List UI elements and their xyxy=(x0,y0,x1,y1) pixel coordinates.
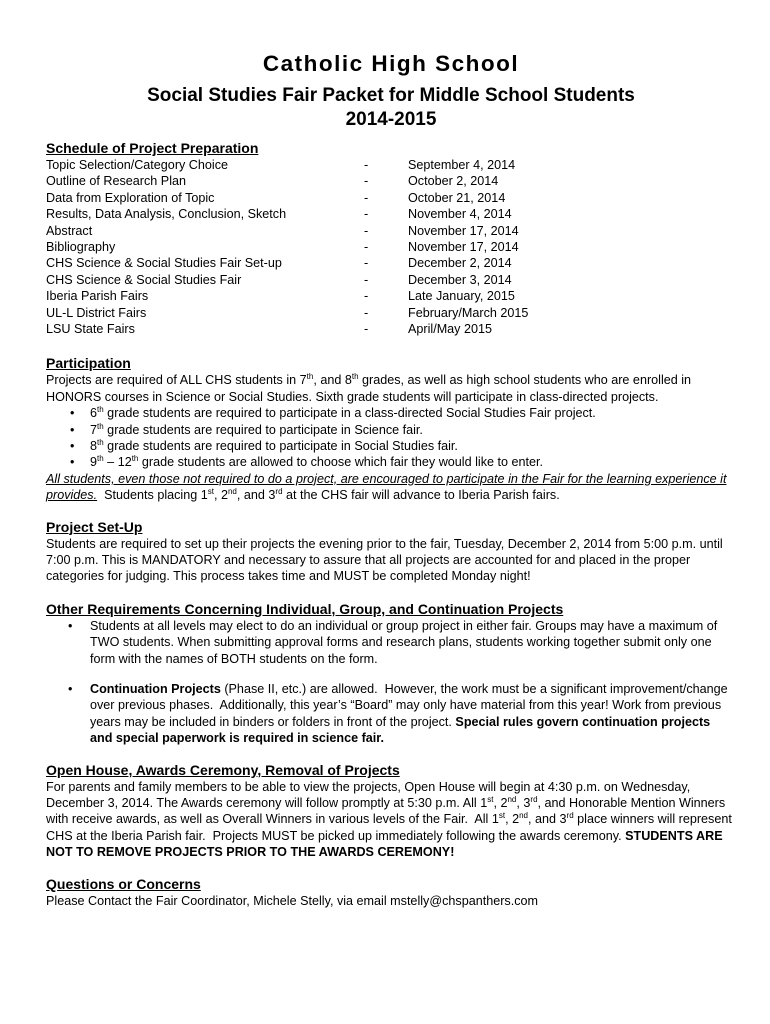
schedule-task: Results, Data Analysis, Conclusion, Sketch xyxy=(46,207,287,222)
questions-heading: Questions or Concerns xyxy=(46,875,201,892)
schedule-task: Data from Exploration of Topic xyxy=(46,190,215,205)
schedule-date: October 21, 2014 xyxy=(408,190,506,205)
open-house-text: For parents and family members to be able to view the projects, Open House will begin at 4:30 p.m. on Wednesday, December 3, 2014. The Awards ceremony will follow promptly at 5:30 p.m. All 1st, 2nd, 3rd, and Honorable Mention Winners with receive awards, as well as Overall Winners in various levels of the Fair. All 1st, 2nd, and 3rd place winners will represent CHS at the Iberia Parish fair. Projects MUST be picked up immediately following the awards ceremony. STUDENTS ARE NOT TO REMOVE PROJECTS PRIOR TO THE AWARDS CEREMONY! xyxy=(46,779,736,860)
schedule-separator: - xyxy=(364,305,369,320)
other-requirements-heading: Other Requirements Concerning Individual, Group, and Continuation Projects xyxy=(46,600,564,617)
other-requirements-section xyxy=(46,601,736,747)
school-year: 2014-2015 xyxy=(345,109,437,130)
bullet-icon: • xyxy=(70,406,75,421)
schedule-heading: Schedule of Project Preparation xyxy=(46,140,259,156)
schedule-row xyxy=(46,206,736,222)
schedule-task: LSU State Fairs xyxy=(46,321,135,336)
list-item: • 6th grade students are required to participate in a class-directed Social Studies Fair project. xyxy=(70,405,596,421)
schedule-row xyxy=(46,223,736,239)
participation-encouragement: All students, even those not required to do a project, are encouraged to participate in the Fair for the learning experience it provides. Students placing 1st, 2nd, and 3rd at the CHS fair will advance to Iberia Parish fairs. xyxy=(46,471,727,503)
schedule-date: December 3, 2014 xyxy=(408,272,512,287)
schedule-row xyxy=(46,190,736,206)
schedule-date: Late January, 2015 xyxy=(408,289,515,304)
schedule-row xyxy=(46,239,736,255)
schedule-separator: - xyxy=(364,321,369,336)
participation-list xyxy=(46,405,736,471)
list-item: • 8th grade students are required to participate in Social Studies fair. xyxy=(70,437,458,453)
bullet-icon: • xyxy=(68,681,73,696)
schedule-separator: - xyxy=(364,174,369,189)
schedule-separator: - xyxy=(364,289,369,304)
list-item: • 9th – 12th grade students are allowed to choose which fair they would like to enter. xyxy=(70,454,544,470)
bullet-icon: • xyxy=(70,422,75,437)
schedule-task: Abstract xyxy=(46,223,93,238)
schedule-separator: - xyxy=(364,207,369,222)
list-item: • 7th grade students are required to participate in Science fair. xyxy=(70,421,423,437)
participation-intro: Projects are required of ALL CHS students in 7th, and 8th grades, as well as high school students who are enrolled in HONORS courses in Science or Social Studies. Sixth grade students will participate in class-directed projects. xyxy=(46,372,692,404)
bullet-icon: • xyxy=(70,455,75,470)
participation-section xyxy=(46,355,736,503)
schedule-date: November 17, 2014 xyxy=(408,239,519,254)
school-title: Catholic High School xyxy=(262,51,520,76)
open-house-section xyxy=(46,762,736,861)
schedule-row xyxy=(46,255,736,271)
document-page xyxy=(46,50,736,909)
schedule-task: Bibliography xyxy=(46,239,116,254)
schedule-date: September 4, 2014 xyxy=(408,158,516,172)
schedule-date: December 2, 2014 xyxy=(408,256,512,271)
schedule-date: February/March 2015 xyxy=(408,305,529,320)
schedule-date: November 4, 2014 xyxy=(408,207,512,222)
questions-section xyxy=(46,876,736,909)
setup-text: Students are required to set up their projects the evening prior to the fair, Tuesday, December 2, 2014 from 5:00 p.m. until 7:00 p.m. This is MANDATORY and necessary to assure that all projects are accounted for and placed in the proper categories for judging. This process takes time and MUST be completed Monday night! xyxy=(46,536,723,584)
requirements-list xyxy=(46,618,736,747)
participation-heading: Participation xyxy=(46,355,131,372)
bullet-icon: • xyxy=(70,438,75,453)
setup-heading: Project Set-Up xyxy=(46,518,143,535)
schedule-task: Outline of Research Plan xyxy=(46,174,187,189)
schedule-separator: - xyxy=(364,239,369,254)
schedule-task: CHS Science & Social Studies Fair Set-up xyxy=(46,256,282,271)
list-item: • Students at all levels may elect to do an individual or group project in either fair. Groups may have a maximum of TWO students. When submitting approval forms and research plans, students working together submit only one form with the names of BOTH students on the form. xyxy=(68,618,718,666)
list-item: • Continuation Projects (Phase II, etc.) are allowed. However, the work must be a significant improvement/change over previous phases. Additionally, this year’s “Board” may only have material from this year! Work from previous years may be included in binders or folders in front of the project. Special rules govern continuation projects and special paperwork is required in science fair. xyxy=(68,681,732,746)
schedule-task: UL-L District Fairs xyxy=(46,305,147,320)
setup-section xyxy=(46,519,736,585)
schedule-row xyxy=(46,288,736,304)
schedule-separator: - xyxy=(364,190,369,205)
schedule-separator: - xyxy=(364,158,369,172)
schedule-separator: - xyxy=(364,223,369,238)
schedule-task: Iberia Parish Fairs xyxy=(46,289,149,304)
schedule-list xyxy=(46,157,736,337)
schedule-separator: - xyxy=(364,256,369,271)
schedule-row xyxy=(46,173,736,189)
open-house-heading: Open House, Awards Ceremony, Removal of Projects xyxy=(46,761,400,778)
schedule-date: April/May 2015 xyxy=(408,321,492,336)
schedule-date: November 17, 2014 xyxy=(408,223,519,238)
questions-text: Please Contact the Fair Coordinator, Michele Stelly, via email mstelly@chspanthers.com xyxy=(46,893,539,908)
bullet-icon: • xyxy=(68,618,73,633)
schedule-date: October 2, 2014 xyxy=(408,174,499,189)
schedule-row xyxy=(46,157,736,173)
schedule-task: Topic Selection/Category Choice xyxy=(46,158,229,172)
packet-title: Social Studies Fair Packet for Middle School Students xyxy=(147,85,635,106)
schedule-section xyxy=(46,140,736,337)
schedule-separator: - xyxy=(364,272,369,287)
schedule-task: CHS Science & Social Studies Fair xyxy=(46,272,242,287)
schedule-row xyxy=(46,305,736,321)
schedule-row xyxy=(46,321,736,337)
schedule-row xyxy=(46,272,736,288)
